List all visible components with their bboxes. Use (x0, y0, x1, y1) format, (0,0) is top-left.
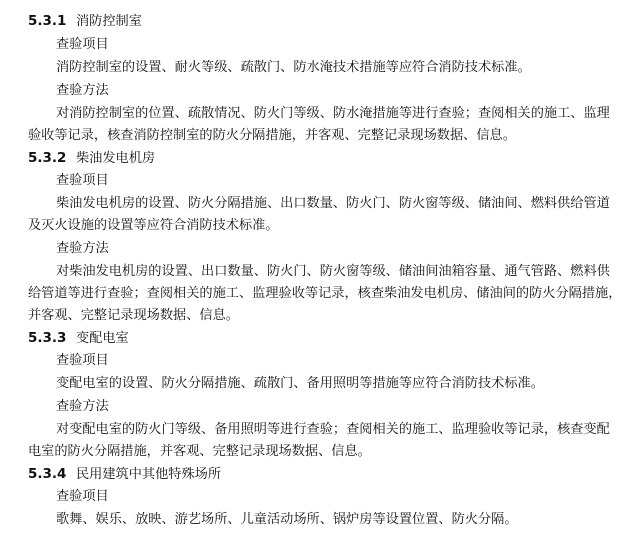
inspection-method-text: 对消防控制室的位置、疏散情况、防火门等级、防水淹措施等进行查验；查阅相关的施工、监理 (56, 106, 610, 121)
section-number: 5.3.2 (28, 150, 67, 166)
section-heading-5-3-4 (28, 463, 640, 485)
inspection-item-label: 查验项目 (56, 173, 109, 188)
section-title: 消防控制室 (76, 14, 142, 29)
inspection-method-text: 对变配电室的防火门等级、备用照明等进行查验；查阅相关的施工、监理验收等记录，核查变配 (56, 422, 610, 437)
section-number: 5.3.3 (28, 330, 67, 346)
inspection-method-label: 查验方法 (56, 399, 109, 414)
inspection-item-label: 查验项目 (56, 37, 109, 52)
inspection-method-label: 查验方法 (56, 241, 109, 256)
section-number: 5.3.1 (28, 13, 67, 29)
section-number: 5.3.4 (28, 466, 67, 482)
section-title: 变配电室 (76, 331, 129, 346)
inspection-method-text: 给管道等进行查验；查阅相关的施工、监理验收等记录，核查柴油发电机房、储油间的防火分隔措施， (28, 286, 622, 301)
inspection-item-label: 查验项目 (56, 353, 109, 368)
inspection-item-text: 变配电室的设置、防火分隔措施、疏散门、备用照明等措施等应符合消防技术标准。 (56, 376, 544, 391)
section-title: 柴油发电机房 (76, 151, 156, 166)
inspection-method-text: 并客观、完整记录现场数据、信息。 (28, 308, 239, 323)
inspection-item-text: 歌舞、娱乐、放映、游艺场所、儿童活动场所、锅炉房等设置位置、防火分隔。 (56, 512, 518, 527)
section-title: 民用建筑中其他特殊场所 (76, 467, 222, 482)
inspection-method-text: 对柴油发电机房的设置、出口数量、防火门、防火窗等级、储油间油箱容量、通气管路、燃料供 (56, 264, 610, 279)
section-heading-5-3-2 (28, 147, 640, 169)
inspection-method-text: 验收等记录，核查消防控制室的防火分隔措施，并客观、完整记录现场数据、信息。 (28, 128, 516, 143)
inspection-item-label: 查验项目 (56, 489, 109, 504)
section-heading-5-3-3 (28, 327, 640, 349)
inspection-method-label: 查验方法 (56, 83, 109, 98)
inspection-method-text: 电室的防火分隔措施，并客观、完整记录现场数据、信息。 (28, 444, 371, 459)
inspection-item-text: 及灭火设施的设置等应符合消防技术标准。 (28, 218, 279, 233)
inspection-item-text: 消防控制室的设置、耐火等级、疏散门、防水淹技术措施等应符合消防技术标准。 (56, 60, 531, 75)
section-heading-5-3-1 (28, 10, 640, 32)
inspection-item-text: 柴油发电机房的设置、防火分隔措施、出口数量、防火门、防火窗等级、储油间、燃料供给管道 (56, 196, 610, 211)
